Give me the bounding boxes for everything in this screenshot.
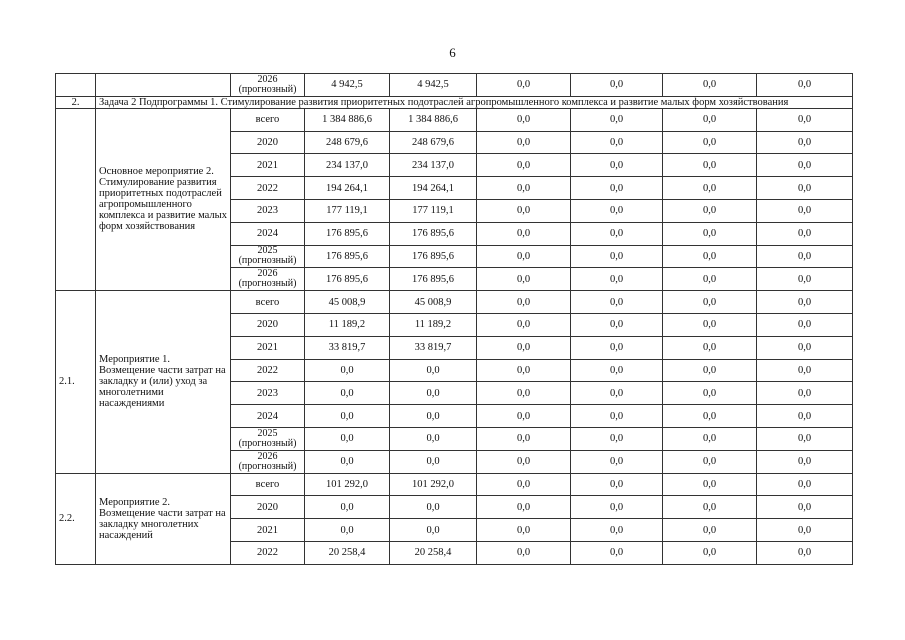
value-cell: 0,0 — [663, 313, 757, 336]
value-cell: 176 895,6 — [390, 245, 477, 268]
year-label: 2026 — [257, 268, 278, 280]
value-cell: 176 895,6 — [390, 222, 477, 245]
year-cell: 2021 — [231, 519, 305, 542]
value-cell: 0,0 — [757, 359, 853, 382]
value-cell: 0,0 — [663, 154, 757, 177]
year-label: 2026 — [257, 450, 278, 462]
value-cell: 0,0 — [390, 405, 477, 428]
value-cell: 0,0 — [477, 405, 571, 428]
year-label: 2026 — [257, 73, 278, 85]
year-note: (прогнозный) — [238, 83, 297, 95]
value-cell: 0,0 — [757, 131, 853, 154]
value-cell: 0,0 — [477, 154, 571, 177]
year-cell: 2021 — [231, 154, 305, 177]
value-cell: 20 258,4 — [390, 541, 477, 564]
table-row — [56, 74, 853, 97]
year-cell: 2024 — [231, 222, 305, 245]
value-cell: 0,0 — [663, 496, 757, 519]
task-index: 2. — [56, 96, 96, 108]
value-cell: 0,0 — [571, 291, 663, 314]
year-cell: 2023 — [231, 382, 305, 405]
year-cell: 2022 — [231, 541, 305, 564]
value-cell: 176 895,6 — [305, 245, 390, 268]
value-cell: 0,0 — [305, 359, 390, 382]
value-cell: 0,0 — [571, 427, 663, 450]
year-cell — [231, 74, 305, 97]
value-cell: 0,0 — [663, 405, 757, 428]
value-cell: 0,0 — [757, 108, 853, 131]
measure-name: Основное мероприятие 2. Стимулирование развития приоритетных подотраслей агропромышленного комплекса и развитие малых форм хозяйствования — [96, 108, 231, 290]
value-cell: 0,0 — [757, 245, 853, 268]
value-cell: 1 384 886,6 — [305, 108, 390, 131]
value-cell: 0,0 — [477, 131, 571, 154]
year-cell: 2020 — [231, 131, 305, 154]
value-cell: 0,0 — [477, 268, 571, 291]
value-cell: 20 258,4 — [305, 541, 390, 564]
value-cell: 0,0 — [477, 336, 571, 359]
table-row — [56, 473, 853, 496]
value-cell: 33 819,7 — [305, 336, 390, 359]
value-cell: 11 189,2 — [390, 313, 477, 336]
value-cell: 0,0 — [571, 199, 663, 222]
value-cell: 4 942,5 — [390, 74, 477, 97]
value-cell: 0,0 — [757, 74, 853, 97]
value-cell: 0,0 — [571, 496, 663, 519]
value-cell: 0,0 — [477, 450, 571, 473]
year-cell: всего — [231, 473, 305, 496]
value-cell: 0,0 — [477, 74, 571, 97]
year-cell — [231, 450, 305, 473]
value-cell: 0,0 — [663, 199, 757, 222]
value-cell: 177 119,1 — [305, 199, 390, 222]
value-cell: 177 119,1 — [390, 199, 477, 222]
value-cell: 0,0 — [757, 541, 853, 564]
value-cell: 176 895,6 — [390, 268, 477, 291]
row-index — [56, 108, 96, 290]
table-row — [56, 291, 853, 314]
value-cell: 101 292,0 — [390, 473, 477, 496]
value-cell: 0,0 — [571, 336, 663, 359]
value-cell: 0,0 — [477, 199, 571, 222]
value-cell: 0,0 — [571, 177, 663, 200]
value-cell: 0,0 — [571, 473, 663, 496]
value-cell: 0,0 — [757, 382, 853, 405]
index-cell — [56, 74, 96, 97]
value-cell: 0,0 — [757, 154, 853, 177]
value-cell: 0,0 — [477, 177, 571, 200]
value-cell: 0,0 — [663, 336, 757, 359]
value-cell: 176 895,6 — [305, 268, 390, 291]
value-cell: 0,0 — [477, 359, 571, 382]
value-cell: 0,0 — [477, 382, 571, 405]
year-note: (прогнозный) — [238, 460, 297, 472]
value-cell: 0,0 — [663, 450, 757, 473]
value-cell: 0,0 — [305, 382, 390, 405]
value-cell: 0,0 — [571, 108, 663, 131]
value-cell: 0,0 — [663, 131, 757, 154]
value-cell: 0,0 — [571, 382, 663, 405]
year-cell — [231, 427, 305, 450]
value-cell: 0,0 — [571, 405, 663, 428]
year-cell: 2024 — [231, 405, 305, 428]
task-title: Задача 2 Подпрограммы 1. Стимулирование развития приоритетных подотраслей агропромышленного комплекса и развитие малых форм хозяйствования — [96, 96, 853, 108]
value-cell: 0,0 — [571, 313, 663, 336]
value-cell: 0,0 — [571, 74, 663, 97]
year-cell — [231, 245, 305, 268]
value-cell: 0,0 — [663, 268, 757, 291]
value-cell: 0,0 — [477, 108, 571, 131]
value-cell: 0,0 — [571, 222, 663, 245]
table-body — [56, 74, 853, 565]
value-cell: 0,0 — [571, 359, 663, 382]
value-cell: 0,0 — [571, 450, 663, 473]
row-index: 2.2. — [56, 473, 96, 564]
value-cell: 194 264,1 — [305, 177, 390, 200]
year-cell: 2022 — [231, 359, 305, 382]
value-cell: 0,0 — [477, 541, 571, 564]
page-number: 6 — [449, 45, 456, 60]
value-cell: 0,0 — [477, 519, 571, 542]
value-cell: 0,0 — [663, 427, 757, 450]
value-cell: 0,0 — [477, 313, 571, 336]
value-cell: 0,0 — [663, 519, 757, 542]
task-row — [56, 96, 853, 108]
value-cell: 0,0 — [477, 222, 571, 245]
value-cell: 0,0 — [571, 154, 663, 177]
value-cell: 0,0 — [757, 405, 853, 428]
value-cell: 0,0 — [390, 427, 477, 450]
year-note: (прогнозный) — [238, 255, 297, 267]
value-cell: 0,0 — [390, 519, 477, 542]
value-cell: 0,0 — [663, 291, 757, 314]
value-cell: 0,0 — [663, 74, 757, 97]
value-cell: 234 137,0 — [390, 154, 477, 177]
year-cell: всего — [231, 108, 305, 131]
year-cell: 2022 — [231, 177, 305, 200]
value-cell: 0,0 — [757, 313, 853, 336]
value-cell: 45 008,9 — [305, 291, 390, 314]
value-cell: 194 264,1 — [390, 177, 477, 200]
value-cell: 0,0 — [390, 450, 477, 473]
value-cell: 45 008,9 — [390, 291, 477, 314]
row-index: 2.1. — [56, 291, 96, 473]
value-cell: 0,0 — [305, 519, 390, 542]
value-cell: 0,0 — [571, 268, 663, 291]
year-note: (прогнозный) — [238, 278, 297, 290]
year-cell: всего — [231, 291, 305, 314]
value-cell: 0,0 — [305, 450, 390, 473]
value-cell: 0,0 — [305, 496, 390, 519]
value-cell: 0,0 — [757, 496, 853, 519]
year-label: 2025 — [257, 245, 278, 257]
value-cell: 0,0 — [757, 199, 853, 222]
value-cell: 0,0 — [663, 382, 757, 405]
value-cell: 248 679,6 — [305, 131, 390, 154]
value-cell: 101 292,0 — [305, 473, 390, 496]
value-cell: 0,0 — [757, 427, 853, 450]
value-cell: 0,0 — [571, 245, 663, 268]
value-cell: 33 819,7 — [390, 336, 477, 359]
value-cell: 0,0 — [663, 108, 757, 131]
value-cell: 11 189,2 — [305, 313, 390, 336]
value-cell: 0,0 — [477, 473, 571, 496]
value-cell: 0,0 — [663, 541, 757, 564]
name-cell — [96, 74, 231, 97]
measure-name: Мероприятие 1. Возмещение части затрат на закладку и (или) уход за многолетними насаждениями — [96, 291, 231, 473]
value-cell: 0,0 — [390, 382, 477, 405]
value-cell: 0,0 — [663, 222, 757, 245]
value-cell: 0,0 — [757, 291, 853, 314]
year-cell — [231, 268, 305, 291]
value-cell: 0,0 — [757, 473, 853, 496]
measure-name: Мероприятие 2. Возмещение части затрат на закладку многолетних насаждений — [96, 473, 231, 564]
value-cell: 0,0 — [477, 496, 571, 519]
value-cell: 0,0 — [757, 450, 853, 473]
value-cell: 0,0 — [571, 519, 663, 542]
value-cell: 0,0 — [305, 427, 390, 450]
value-cell: 176 895,6 — [305, 222, 390, 245]
value-cell: 0,0 — [663, 359, 757, 382]
year-cell: 2020 — [231, 496, 305, 519]
value-cell: 0,0 — [663, 473, 757, 496]
value-cell: 0,0 — [390, 359, 477, 382]
value-cell: 4 942,5 — [305, 74, 390, 97]
value-cell: 0,0 — [757, 268, 853, 291]
value-cell: 0,0 — [305, 405, 390, 428]
value-cell: 0,0 — [663, 245, 757, 268]
table-row — [56, 108, 853, 131]
year-label: 2025 — [257, 427, 278, 439]
value-cell: 0,0 — [757, 519, 853, 542]
value-cell: 234 137,0 — [305, 154, 390, 177]
year-cell: 2023 — [231, 199, 305, 222]
value-cell: 0,0 — [757, 336, 853, 359]
year-cell: 2021 — [231, 336, 305, 359]
value-cell: 0,0 — [757, 222, 853, 245]
value-cell: 0,0 — [477, 291, 571, 314]
value-cell: 0,0 — [571, 541, 663, 564]
value-cell: 0,0 — [390, 496, 477, 519]
year-note: (прогнозный) — [238, 437, 297, 449]
value-cell: 0,0 — [663, 177, 757, 200]
value-cell: 0,0 — [477, 427, 571, 450]
budget-table — [55, 73, 853, 565]
value-cell: 0,0 — [477, 245, 571, 268]
year-cell: 2020 — [231, 313, 305, 336]
value-cell: 0,0 — [571, 131, 663, 154]
value-cell: 248 679,6 — [390, 131, 477, 154]
value-cell: 1 384 886,6 — [390, 108, 477, 131]
value-cell: 0,0 — [757, 177, 853, 200]
